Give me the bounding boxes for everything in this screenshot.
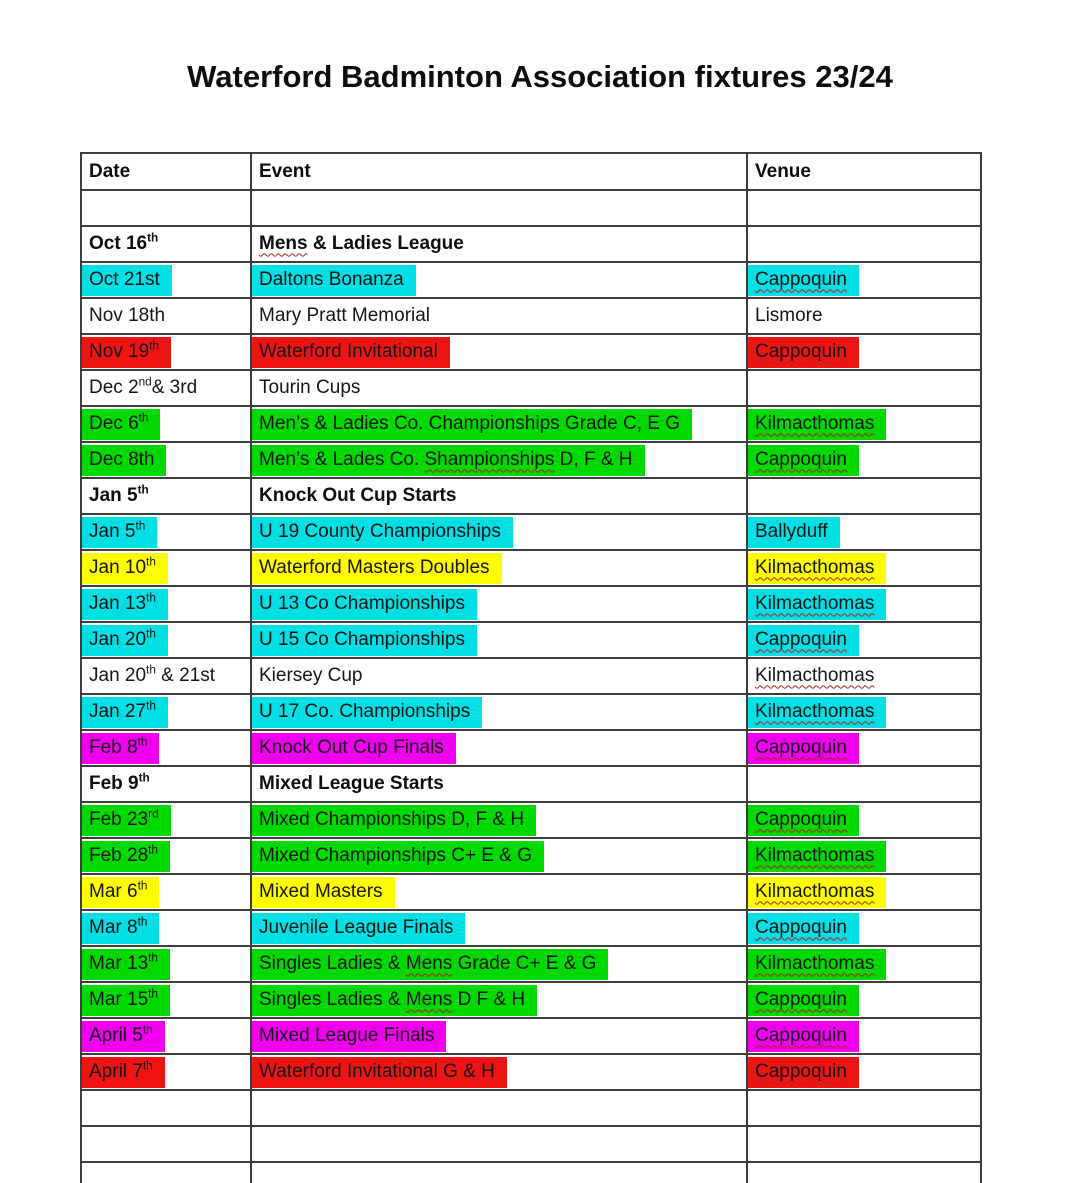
event-cell — [251, 694, 747, 730]
text-segment: Daltons Bonanza — [259, 268, 404, 290]
date-cell — [81, 658, 251, 694]
text-segment: U 15 Co Championships — [259, 628, 465, 650]
event-cell — [251, 910, 747, 946]
text-segment: Oct 21st — [89, 268, 160, 290]
event-cell — [251, 838, 747, 874]
event-cell — [251, 586, 747, 622]
table-row — [81, 190, 981, 226]
text-segment: Jan 20 — [89, 664, 147, 686]
venue-cell — [747, 730, 981, 766]
misspelled-word: Kilmacthomas — [755, 700, 875, 722]
highlighted-cell-text — [82, 589, 168, 620]
misspelled-word: Kilmacthomas — [755, 556, 875, 578]
date-cell — [81, 946, 251, 982]
highlighted-cell-text — [82, 733, 159, 764]
table-row — [81, 802, 981, 838]
table-row — [81, 910, 981, 946]
text-segment: th — [148, 843, 158, 857]
text-segment: th — [146, 699, 156, 713]
highlighted-cell-text — [252, 445, 645, 476]
highlighted-cell-text — [82, 985, 170, 1016]
misspelled-word: Cappoquin — [755, 1024, 847, 1046]
highlighted-cell-text — [748, 1057, 859, 1088]
text-segment: Waterford Invitational G & H — [259, 1060, 495, 1082]
text-segment: Singles Ladies & — [259, 988, 406, 1010]
highlighted-cell-text — [748, 1021, 859, 1052]
venue-cell — [747, 406, 981, 442]
text-segment: th — [142, 1059, 153, 1073]
text-segment: Grade C+ E & G — [452, 952, 597, 974]
venue-cell — [747, 478, 981, 514]
highlighted-cell-text — [748, 445, 859, 476]
table-row — [81, 298, 981, 334]
date-cell — [81, 334, 251, 370]
text-segment: Feb 28 — [89, 844, 149, 866]
text-segment: Kiersey Cup — [259, 664, 363, 686]
misspelled-word: Kilmacthomas — [755, 412, 875, 434]
text-segment: Knock Out Cup Finals — [259, 736, 444, 758]
text-segment: nd — [138, 375, 152, 389]
highlighted-cell-text — [82, 625, 168, 656]
venue-cell — [747, 334, 981, 370]
venue-cell — [747, 622, 981, 658]
cell-text — [82, 373, 209, 404]
table-row — [81, 1054, 981, 1090]
cell-text — [252, 481, 468, 512]
text-segment: Jan 5 — [89, 484, 138, 506]
misspelled-word: Cappoquin — [755, 988, 847, 1010]
date-cell — [81, 910, 251, 946]
highlighted-cell-text — [82, 877, 159, 908]
highlighted-cell-text — [252, 805, 536, 836]
table-row — [81, 514, 981, 550]
highlighted-cell-text — [82, 517, 157, 548]
highlighted-cell-text — [82, 337, 171, 368]
text-segment: Waterford Invitational — [259, 340, 438, 362]
table-row — [81, 622, 981, 658]
text-segment: Feb 8 — [89, 736, 138, 758]
text-segment: Dec 2 — [89, 376, 139, 398]
event-cell — [251, 226, 747, 262]
date-cell — [81, 370, 251, 406]
cell-text — [82, 661, 227, 692]
text-segment: U 19 County Championships — [259, 520, 501, 542]
table-row — [81, 1018, 981, 1054]
table-row — [81, 730, 981, 766]
cell-text — [252, 661, 375, 692]
text-segment: Knock Out Cup Starts — [259, 484, 457, 506]
text-segment: D F & H — [452, 988, 526, 1010]
event-cell — [251, 334, 747, 370]
misspelled-word: Cappoquin — [755, 736, 847, 758]
text-segment: Waterford Masters Doubles — [259, 556, 490, 578]
venue-cell — [747, 586, 981, 622]
highlighted-cell-text — [252, 589, 477, 620]
highlighted-cell-text — [748, 337, 859, 368]
venue-cell — [747, 1054, 981, 1090]
event-cell — [251, 406, 747, 442]
misspelled-word: Cappoquin — [755, 268, 847, 290]
table-row — [81, 406, 981, 442]
text-segment: th — [138, 771, 150, 785]
cell-text — [82, 301, 177, 332]
date-cell — [81, 1090, 251, 1126]
date-cell — [81, 766, 251, 802]
text-segment: Feb 23 — [89, 808, 149, 830]
highlighted-cell-text — [748, 625, 859, 656]
text-segment: & 3rd — [151, 376, 198, 398]
highlighted-cell-text — [252, 949, 608, 980]
text-segment: D, F & H — [554, 448, 633, 470]
date-cell — [81, 622, 251, 658]
column-header-venue: Venue — [747, 153, 981, 190]
text-segment: Mixed League Starts — [259, 772, 444, 794]
highlighted-cell-text — [82, 949, 170, 980]
text-segment: U 13 Co Championships — [259, 592, 465, 614]
text-segment: Mixed Championships D, F & H — [259, 808, 525, 830]
highlighted-cell-text — [82, 265, 172, 296]
venue-cell — [747, 226, 981, 262]
event-cell — [251, 982, 747, 1018]
venue-cell — [747, 694, 981, 730]
highlighted-cell-text — [748, 733, 859, 764]
table-row — [81, 874, 981, 910]
text-segment: Mixed League Finals — [259, 1024, 435, 1046]
text-segment: th — [146, 663, 156, 677]
text-segment: th — [146, 627, 156, 641]
text-segment: U 17 Co. Championships — [259, 700, 471, 722]
venue-cell — [747, 766, 981, 802]
venue-cell — [747, 370, 981, 406]
text-segment: Nov 19 — [89, 340, 150, 362]
highlighted-cell-text — [82, 805, 171, 836]
highlighted-cell-text — [748, 265, 859, 296]
venue-cell — [747, 874, 981, 910]
highlighted-cell-text — [252, 697, 482, 728]
table-row — [81, 982, 981, 1018]
date-cell — [81, 262, 251, 298]
highlighted-cell-text — [748, 517, 840, 548]
text-segment: & Ladies League — [307, 232, 464, 254]
date-cell — [81, 874, 251, 910]
highlighted-cell-text — [252, 337, 450, 368]
fixtures-table — [80, 152, 982, 1183]
text-segment: Mar 13 — [89, 952, 149, 974]
text-segment: Jan 10 — [89, 556, 147, 578]
misspelled-word: Kilmacthomas — [755, 844, 875, 866]
highlighted-cell-text — [252, 733, 456, 764]
highlighted-cell-text — [82, 697, 168, 728]
misspelled-word: Cappoquin — [755, 916, 847, 938]
venue-cell — [747, 442, 981, 478]
highlighted-cell-text — [252, 517, 513, 548]
text-segment: Mixed Championships C+ E & G — [259, 844, 532, 866]
event-cell — [251, 1054, 747, 1090]
fixtures-table-body — [81, 190, 981, 1183]
text-segment: Jan 20 — [89, 628, 147, 650]
highlighted-cell-text — [82, 445, 166, 476]
venue-cell — [747, 838, 981, 874]
event-cell — [251, 622, 747, 658]
cell-text — [748, 301, 835, 332]
highlighted-cell-text — [252, 877, 395, 908]
text-segment: th — [146, 555, 156, 569]
cell-text — [252, 373, 372, 404]
text-segment: th — [137, 879, 148, 893]
table-row — [81, 838, 981, 874]
table-row — [81, 442, 981, 478]
table-row — [81, 1126, 981, 1162]
highlighted-cell-text — [82, 409, 160, 440]
misspelled-word: Kilmacthomas — [755, 952, 875, 974]
text-segment: th — [138, 411, 149, 425]
date-cell — [81, 1018, 251, 1054]
highlighted-cell-text — [748, 553, 886, 584]
text-segment: Jan 5 — [89, 520, 136, 542]
date-cell — [81, 298, 251, 334]
highlighted-cell-text — [252, 409, 692, 440]
cell-text — [748, 661, 886, 692]
date-cell — [81, 1126, 251, 1162]
highlighted-cell-text — [252, 913, 465, 944]
highlighted-cell-text — [82, 553, 168, 584]
table-row — [81, 658, 981, 694]
cell-text — [252, 229, 476, 260]
text-segment: th — [149, 339, 160, 353]
venue-cell — [747, 262, 981, 298]
event-cell — [251, 1162, 747, 1183]
text-segment: April 7 — [89, 1060, 143, 1082]
cell-text — [82, 481, 161, 512]
misspelled-word: Mens — [259, 232, 308, 254]
venue-cell — [747, 190, 981, 226]
text-segment: & 21st — [155, 664, 216, 686]
misspelled-word: Cappoquin — [755, 808, 847, 830]
highlighted-cell-text — [748, 409, 886, 440]
text-segment: Mar 8 — [89, 916, 138, 938]
venue-cell — [747, 1018, 981, 1054]
text-segment: Mary Pratt Memorial — [259, 304, 431, 326]
highlighted-cell-text — [748, 697, 886, 728]
highlighted-cell-text — [748, 805, 859, 836]
highlighted-cell-text — [252, 265, 416, 296]
text-segment: Mar 15 — [89, 988, 149, 1010]
misspelled-word: Mens — [405, 952, 453, 974]
venue-cell — [747, 802, 981, 838]
date-cell — [81, 586, 251, 622]
text-segment: Jan 27 — [89, 700, 147, 722]
event-cell — [251, 550, 747, 586]
event-cell — [251, 1126, 747, 1162]
text-segment: th — [135, 519, 146, 533]
page-title: Waterford Badminton Association fixtures 23/24 — [187, 58, 893, 94]
text-segment: Nov 18th — [89, 304, 166, 326]
text-segment: April 5 — [89, 1024, 143, 1046]
venue-cell — [747, 1126, 981, 1162]
column-header-event: Event — [251, 153, 747, 190]
highlighted-cell-text — [252, 985, 537, 1016]
date-cell — [81, 802, 251, 838]
event-cell — [251, 478, 747, 514]
text-segment: th — [146, 591, 156, 605]
highlighted-cell-text — [82, 1021, 165, 1052]
event-cell — [251, 514, 747, 550]
misspelled-word: Kilmacthomas — [755, 880, 875, 902]
table-row — [81, 478, 981, 514]
date-cell — [81, 514, 251, 550]
event-cell — [251, 766, 747, 802]
text-segment: Dec 6 — [89, 412, 139, 434]
text-segment: Jan 13 — [89, 592, 147, 614]
table-row — [81, 550, 981, 586]
highlighted-cell-text — [748, 949, 886, 980]
highlighted-cell-text — [82, 1057, 165, 1088]
venue-cell — [747, 550, 981, 586]
text-segment: rd — [148, 807, 159, 821]
venue-cell — [747, 658, 981, 694]
cell-text — [252, 769, 456, 800]
text-segment: th — [137, 915, 148, 929]
date-cell — [81, 478, 251, 514]
event-cell — [251, 946, 747, 982]
text-segment: Juvenile League Finals — [259, 916, 454, 938]
misspelled-word: Cappoquin — [755, 628, 847, 650]
date-cell — [81, 1054, 251, 1090]
column-header-date: Date — [81, 153, 251, 190]
date-cell — [81, 982, 251, 1018]
date-cell — [81, 730, 251, 766]
text-segment: Mar 6 — [89, 880, 138, 902]
misspelled-word: Cappoquin — [755, 448, 847, 470]
event-cell — [251, 262, 747, 298]
highlighted-cell-text — [748, 913, 859, 944]
highlighted-cell-text — [252, 841, 544, 872]
text-segment: Men’s & Ladies Co. Championships Grade C, E G — [259, 412, 681, 434]
date-cell — [81, 838, 251, 874]
text-segment: th — [148, 951, 158, 965]
header-row — [81, 153, 981, 190]
text-segment: th — [137, 483, 149, 497]
text-segment: th — [147, 231, 159, 245]
date-cell — [81, 694, 251, 730]
text-segment: Dec 8th — [89, 448, 155, 470]
misspelled-word: Mens — [405, 988, 453, 1010]
venue-cell — [747, 982, 981, 1018]
text-segment: Tourin Cups — [259, 376, 361, 398]
highlighted-cell-text — [82, 841, 170, 872]
table-row — [81, 586, 981, 622]
venue-cell — [747, 910, 981, 946]
highlighted-cell-text — [748, 841, 886, 872]
event-cell — [251, 658, 747, 694]
highlighted-cell-text — [252, 625, 477, 656]
table-row — [81, 946, 981, 982]
text-segment: th — [142, 1023, 153, 1037]
cell-text — [252, 301, 442, 332]
highlighted-cell-text — [748, 589, 886, 620]
venue-cell — [747, 1090, 981, 1126]
highlighted-cell-text — [748, 985, 859, 1016]
table-row — [81, 1162, 981, 1183]
text-segment: th — [148, 987, 158, 1001]
date-cell — [81, 190, 251, 226]
date-cell — [81, 226, 251, 262]
highlighted-cell-text — [252, 1021, 446, 1052]
venue-cell — [747, 946, 981, 982]
date-cell — [81, 406, 251, 442]
event-cell — [251, 1090, 747, 1126]
misspelled-word: Shampionships — [424, 448, 555, 470]
misspelled-word: Cappoquin — [755, 340, 847, 362]
text-segment: Mixed Masters — [259, 880, 383, 902]
event-cell — [251, 442, 747, 478]
highlighted-cell-text — [82, 913, 159, 944]
text-segment: Oct 16 — [89, 232, 148, 254]
table-row — [81, 694, 981, 730]
text-segment: Lismore — [755, 304, 823, 326]
highlighted-cell-text — [748, 877, 886, 908]
date-cell — [81, 550, 251, 586]
date-cell — [81, 442, 251, 478]
event-cell — [251, 874, 747, 910]
misspelled-word: Kilmacthomas — [755, 592, 875, 614]
event-cell — [251, 1018, 747, 1054]
venue-cell — [747, 298, 981, 334]
venue-cell — [747, 514, 981, 550]
text-segment: Men’s & Lades Co. — [259, 448, 425, 470]
cell-text — [82, 229, 170, 260]
venue-cell — [747, 1162, 981, 1183]
event-cell — [251, 190, 747, 226]
table-row — [81, 262, 981, 298]
highlighted-cell-text — [252, 1057, 507, 1088]
text-segment: th — [137, 735, 148, 749]
event-cell — [251, 298, 747, 334]
event-cell — [251, 370, 747, 406]
highlighted-cell-text — [252, 553, 502, 584]
misspelled-word: Cappoquin — [755, 1060, 847, 1082]
table-row — [81, 1090, 981, 1126]
table-row — [81, 334, 981, 370]
cell-text — [82, 769, 162, 800]
text-segment: Singles Ladies & — [259, 952, 406, 974]
event-cell — [251, 802, 747, 838]
date-cell — [81, 1162, 251, 1183]
table-row — [81, 370, 981, 406]
table-row — [81, 766, 981, 802]
text-segment: Feb 9 — [89, 772, 139, 794]
table-row — [81, 226, 981, 262]
event-cell — [251, 730, 747, 766]
misspelled-word: Kilmacthomas — [755, 664, 875, 686]
text-segment: Ballyduff — [755, 520, 828, 542]
